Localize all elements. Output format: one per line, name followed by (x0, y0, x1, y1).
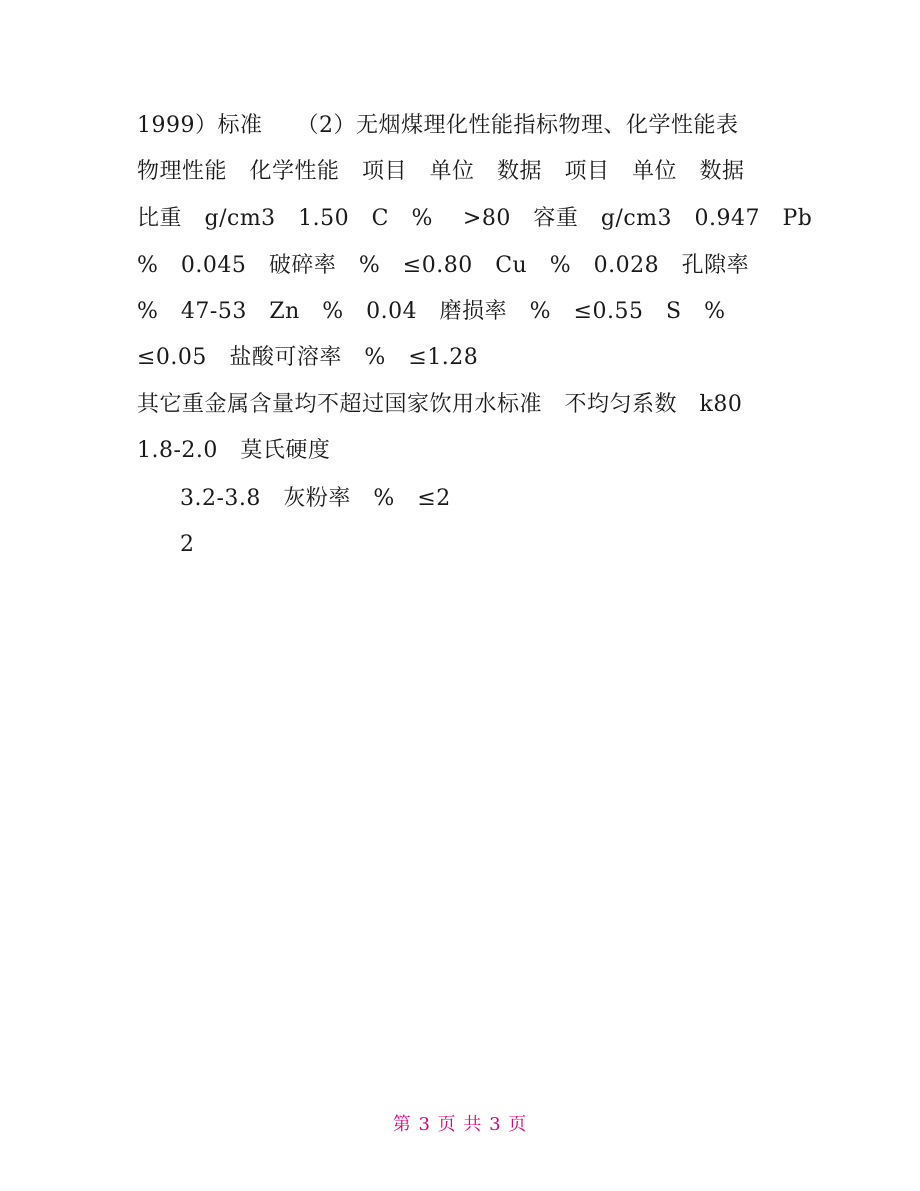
text-line-8: 1.8-2.0 莫氏硬度 (137, 438, 331, 463)
page-footer: 第 3 页 共 3 页 (392, 1114, 528, 1135)
text-line-9: 3.2-3.8 灰粉率 % ≤2 (180, 486, 451, 511)
text-line-5: % 47-53 Zn % 0.04 磨损率 % ≤0.55 S % (137, 299, 726, 324)
text-line-4: % 0.045 破碎率 % ≤0.80 Cu % 0.028 孔隙率 (137, 253, 750, 278)
text-line-10: 2 (180, 532, 195, 557)
text-line-1: 1999）标准 （2）无烟煤理化性能指标物理、化学性能表 (137, 113, 739, 138)
text-line-6: ≤0.05 盐酸可溶率 % ≤1.28 (137, 345, 479, 370)
text-line-7: 其它重金属含量均不超过国家饮用水标准 不均匀系数 k80 (137, 392, 743, 417)
text-line-2: 物理性能 化学性能 项目 单位 数据 项目 单位 数据 (137, 159, 745, 184)
text-line-3: 比重 g/cm3 1.50 C % >80 容重 g/cm3 0.947 Pb (137, 206, 813, 231)
